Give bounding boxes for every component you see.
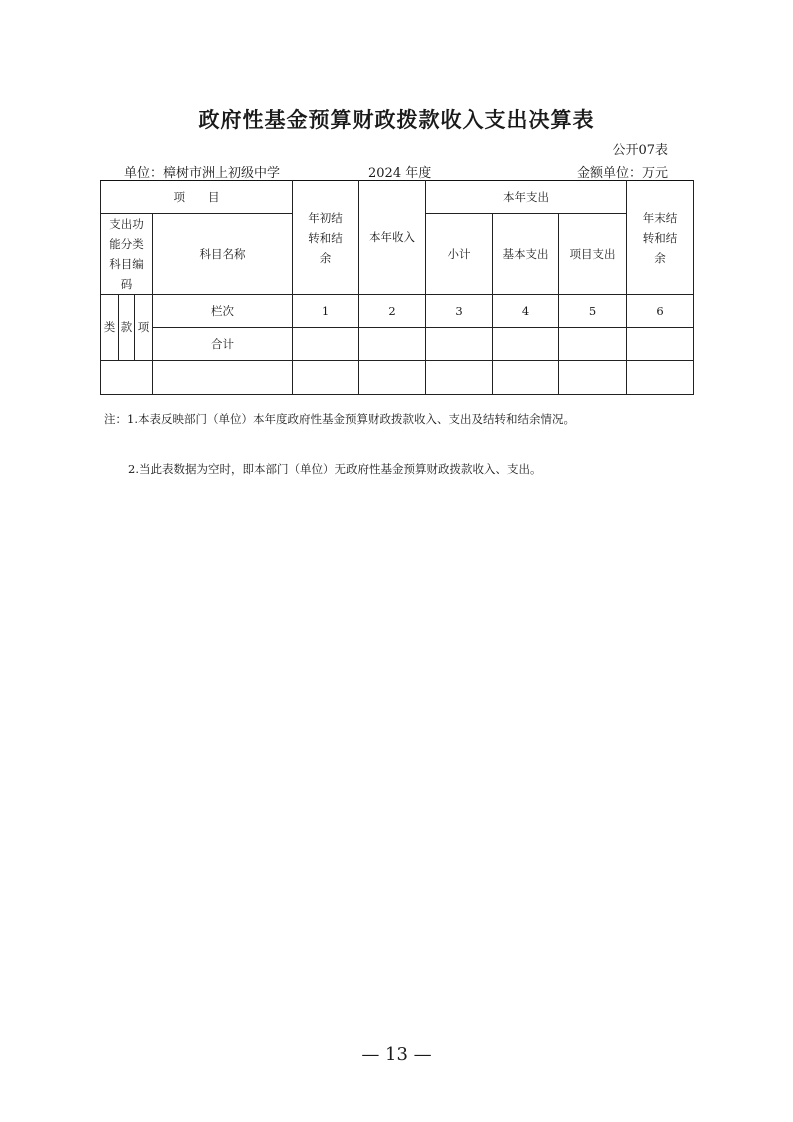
current-expense-header: 本年支出 xyxy=(426,181,627,214)
total-cell xyxy=(627,328,694,361)
unit-label: 单位：樟树市洲上初级中学 xyxy=(124,166,281,181)
empty-cell xyxy=(293,361,359,395)
column-index-3: 3 xyxy=(426,295,493,328)
page-number: — 13 — xyxy=(361,1044,432,1065)
total-cell xyxy=(559,328,627,361)
current-income-header: 本年收入 xyxy=(359,181,426,295)
empty-cell xyxy=(493,361,559,395)
page-title: 政府性基金预算财政拨款收入支出决算表 xyxy=(198,108,595,132)
column-index-5: 5 xyxy=(559,295,627,328)
empty-cell xyxy=(559,361,627,395)
total-cell xyxy=(293,328,359,361)
column-index-2: 2 xyxy=(359,295,426,328)
subject-name-header: 科目名称 xyxy=(153,214,293,295)
code-group-header: 支出功能分类科目编码 xyxy=(101,214,153,295)
subtotal-header: 小计 xyxy=(426,214,493,295)
empty-cell xyxy=(359,361,426,395)
empty-cell xyxy=(426,361,493,395)
budget-table xyxy=(100,180,694,395)
column-index-row xyxy=(101,295,694,328)
column-index-1: 1 xyxy=(293,295,359,328)
column-index-label: 栏次 xyxy=(153,295,293,328)
total-row xyxy=(101,328,694,361)
total-cell xyxy=(359,328,426,361)
empty-cell xyxy=(101,361,153,395)
opening-balance-header: 年初结转和结余 xyxy=(293,181,359,295)
item-header: 项 目 xyxy=(101,181,293,214)
total-cell xyxy=(426,328,493,361)
xiang-header: 项 xyxy=(135,295,153,361)
empty-cell xyxy=(627,361,694,395)
closing-balance-header: 年末结转和结余 xyxy=(627,181,694,295)
form-number: 公开07表 xyxy=(612,143,668,158)
note-1: 注：1.本表反映部门（单位）本年度政府性基金预算财政拨款收入、支出及结转和结余情况。 xyxy=(104,412,575,426)
column-index-4: 4 xyxy=(493,295,559,328)
note-2: 2.当此表数据为空时，即本部门（单位）无政府性基金预算财政拨款收入、支出。 xyxy=(128,462,542,476)
empty-cell xyxy=(153,361,293,395)
lei-header: 类 xyxy=(101,295,119,361)
project-expense-header: 项目支出 xyxy=(559,214,627,295)
total-cell xyxy=(493,328,559,361)
empty-row xyxy=(101,361,694,395)
amount-unit-label: 金额单位：万元 xyxy=(576,166,668,181)
header-row-1 xyxy=(101,181,694,214)
column-index-6: 6 xyxy=(627,295,694,328)
year-label: 2024 年度 xyxy=(368,166,432,181)
kuan-header: 款 xyxy=(119,295,135,361)
basic-expense-header: 基本支出 xyxy=(493,214,559,295)
total-label: 合计 xyxy=(153,328,293,361)
